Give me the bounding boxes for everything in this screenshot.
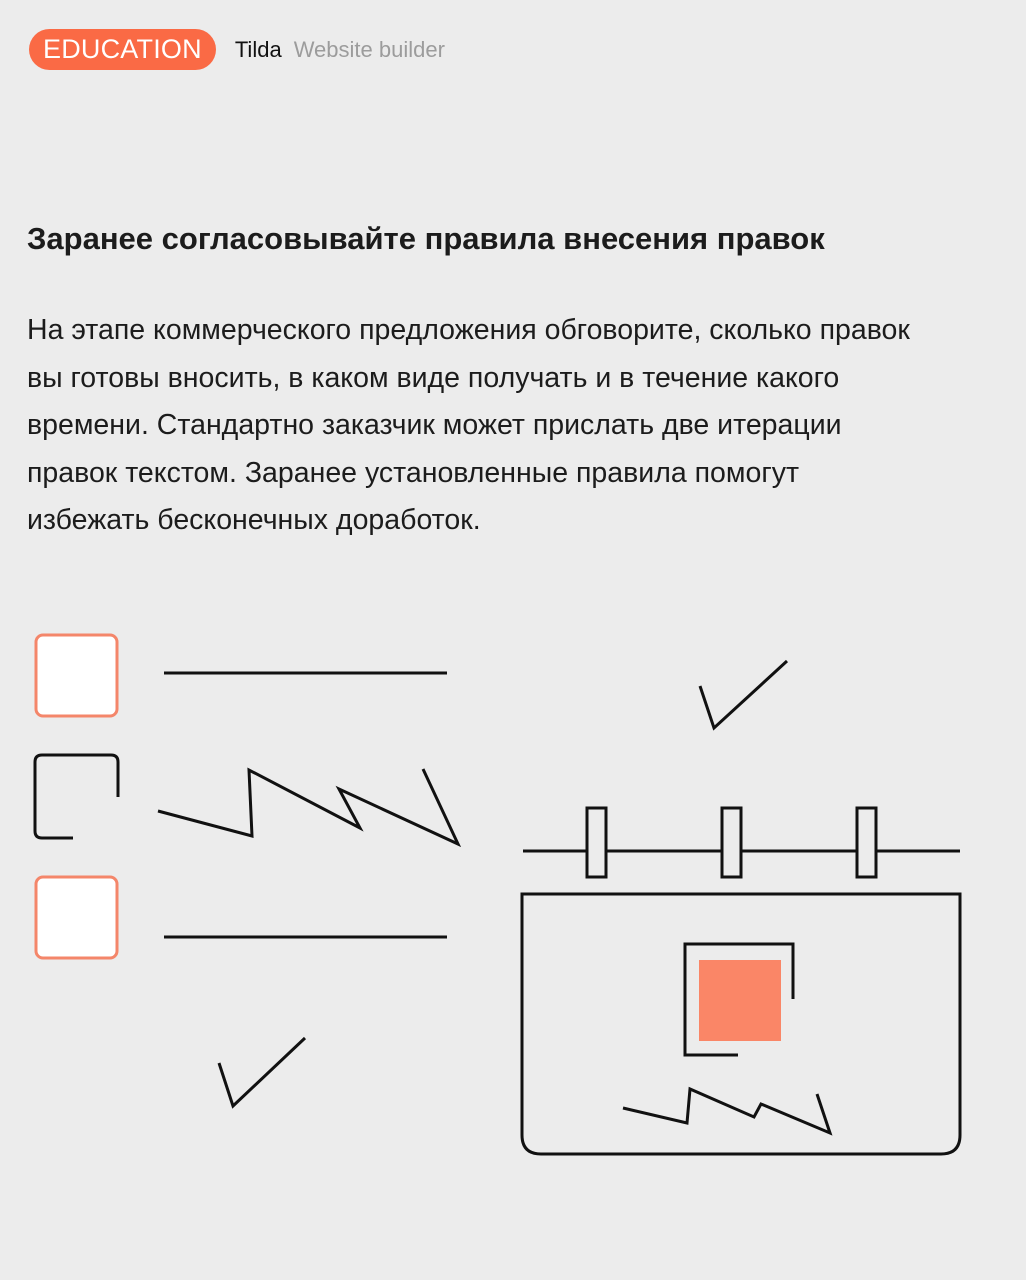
body-paragraph: На этапе коммерческого предложения обговорите, сколько правок вы готовы вносить, в каком виде получать и в течение какого времени. Стандартно заказчик может прислать две итерации правок текстом. Заранее установленные правила помогут избежать бесконечных доработок. [27,314,910,536]
checkmark-icon [700,661,787,728]
clip [722,808,741,877]
image-placeholder [699,960,781,1041]
checkmark-icon [219,1038,305,1106]
checkbox-1 [36,635,117,716]
checkbox-open-bracket [35,755,118,838]
clip [857,808,876,877]
clip [587,808,606,877]
category-badge: EDUCATION [29,29,216,70]
checkbox-2 [36,877,117,958]
zigzag-scribble-1 [158,769,458,844]
zigzag-scribble-2 [623,1089,830,1133]
brand-tagline: Website builder [293,36,445,62]
page-title: Заранее согласовывайте правила внесения правок [27,221,825,256]
brand-name: Tilda [234,36,282,62]
